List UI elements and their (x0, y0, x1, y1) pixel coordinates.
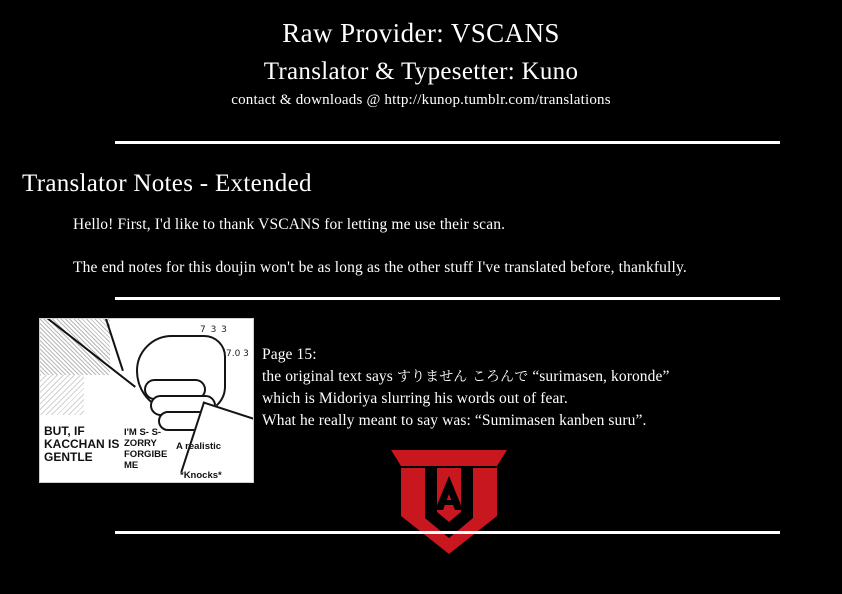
raw-provider-line: Raw Provider: VSCANS (282, 18, 560, 48)
panel-dialogue-2: I'M S- S-ZORRY FORGIBE ME (124, 427, 168, 471)
notes-paragraph-1: Hello! First, I'd like to thank VSCANS for letting me use their scan. (73, 216, 506, 233)
contact-line: contact & downloads @ http://kunop.tumblr.com/translations (231, 92, 611, 108)
ua-logo (385, 450, 513, 554)
divider-top (115, 141, 780, 144)
translator-line: Translator & Typesetter: Kuno (263, 58, 579, 85)
screentone-lower-left (40, 375, 84, 415)
panel-tone-numbers: 7 3 3 (200, 325, 228, 335)
divider-bottom (115, 531, 780, 534)
divider-middle (115, 297, 780, 300)
page-note-line-1-suffix: “surimasen, koronde” (528, 368, 670, 385)
screentone-upper-left (40, 319, 110, 375)
ua-logo-shape (391, 450, 507, 554)
notes-title: Translator Notes - Extended (22, 170, 312, 197)
page-note-line-2: which is Midoriya slurring his words out of fear. (262, 390, 568, 407)
panel-dialogue-3: A realistic (176, 441, 222, 452)
page-note-line-1-prefix: the original text says (262, 368, 397, 385)
page-note-japanese-text: すりません ころんで (396, 369, 529, 385)
credits-block (0, 18, 842, 109)
manga-panel-thumbnail (39, 318, 254, 483)
page-note-heading: Page 15: (262, 346, 317, 363)
panel-dialogue-4: *Knocks* (180, 470, 222, 481)
page-note-block (262, 344, 782, 432)
page-note-line-1 (262, 366, 782, 388)
panel-tone-numbers-2: 7.0 3 (226, 349, 249, 359)
panel-dialogue-1: BUT, IF KACCHAN IS GENTLE (44, 424, 120, 464)
notes-paragraph-2: The end notes for this doujin won't be as long as the other stuff I've translated before, thankfully. (73, 259, 687, 276)
page-note-line-3: What he really meant to say was: “Sumimasen kanben suru”. (262, 412, 647, 429)
